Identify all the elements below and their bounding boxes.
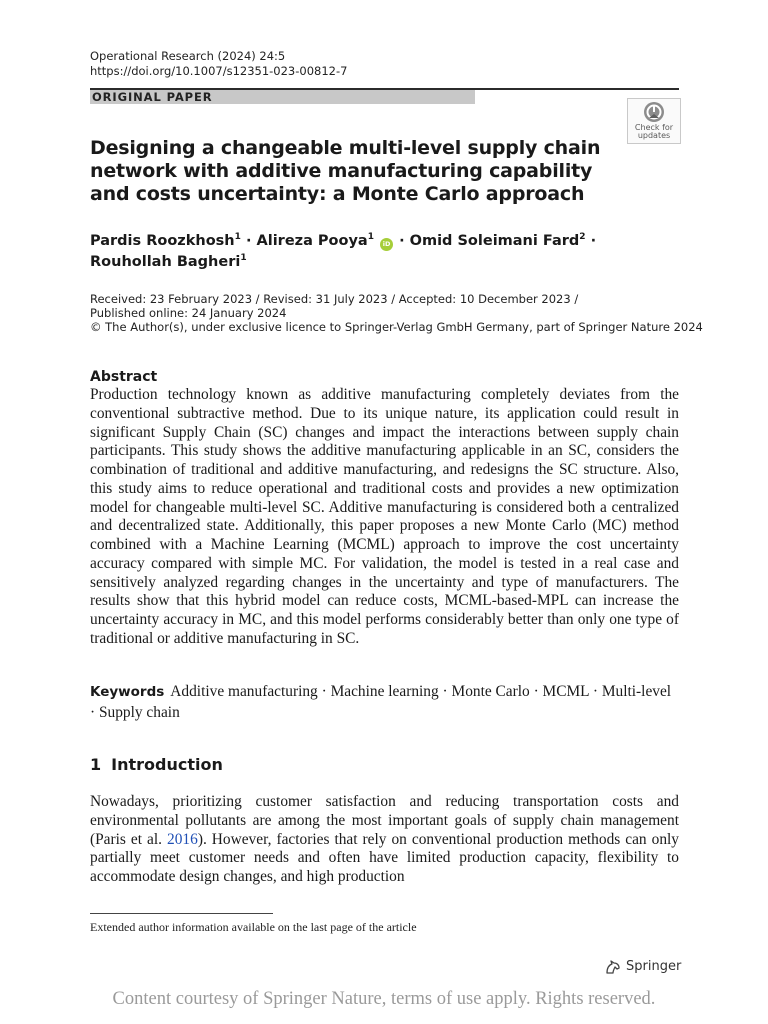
check-for-updates-text [635, 124, 673, 140]
keywords-list: Additive manufacturing · Machine learning · Monte Carlo · MCML · Multi-level · Supply chain [90, 683, 672, 721]
footnote: Extended author information available on the last page of the article [90, 920, 417, 934]
intro-text-end: ). However, factories that rely on conventional production methods can only partially meet customer needs and often have limited production capacity, flexibility to accommodate design changes, and high production [90, 830, 680, 885]
footnote-rule [90, 913, 273, 914]
section-title: Introduction [111, 755, 223, 774]
badge-line-1: Check for [634, 123, 674, 132]
publisher-name: Springer [626, 959, 682, 974]
dates-published-line: Published online: 24 January 2024 [90, 306, 287, 320]
author-affiliation: 2 [579, 232, 586, 243]
author-affiliation: 1 [234, 232, 241, 243]
check-for-updates-icon [643, 101, 665, 123]
author-separator: · [240, 233, 257, 249]
intro-text-start: Nowadays, prioritizing customer satisfaction and reducing transportation costs and environmental pollutants are among the most important goals of supply chain management (Paris et al. [90, 793, 679, 848]
section-number: 1 [90, 755, 102, 774]
introduction-body [90, 793, 679, 887]
abstract-heading: Abstract [90, 369, 158, 385]
publisher-logo [604, 958, 681, 976]
author-name[interactable]: Rouhollah Bagheri [90, 254, 241, 270]
keywords [90, 682, 679, 722]
author-name[interactable]: Alireza Pooya [256, 233, 368, 249]
author-name[interactable]: Pardis Roozkhosh [90, 233, 235, 249]
badge-line-2: updates [637, 131, 671, 140]
doi-link[interactable]: https://doi.org/10.1007/s12351-023-00812-7 [90, 64, 348, 78]
journal-header [90, 49, 347, 79]
copyright-line: © The Author(s), under exclusive licence to Springer-Verlag GmbH Germany, part of Springer Nature 2024 [90, 320, 703, 334]
citation-link[interactable]: 2016 [167, 830, 198, 848]
keywords-label: Keywords [90, 684, 165, 700]
author-separator: · [394, 233, 410, 249]
author-name[interactable]: Omid Soleimani Fard [409, 233, 580, 249]
abstract-body: Production technology known as additive manufacturing completely deviates from the conventional subtractive method. Due to its unique nature, its application could result in significant Supply Chain (SC) changes and impact the interactions between supply chain participants. This study shows the additive manufacturing applicable in an SC, considers the combination of traditional and additive manufacturing, and redesigns the SC structure. Also, this study aims to reduce operational and traditional costs and provides a new optimization model for changeable multi-level SC. Additive manufacturing is considered both a centralized and decentralized state. Additionally, this paper proposes a new Monte Carlo (MC) method combined with a Machine Learning (MCML) approach to improve the cost uncertainty accuracy compared with simple MC. For validation, the model is tested in a real case and sensitively analyzed regarding changes in the uncertainty and type of manufacturers. The results show that this hybrid model can reduce costs, MCML-based-MPL can increase the uncertainty accuracy in MC, and this model performs considerably better than only one type of traditional or additive manufacturing in SC. [90, 386, 679, 647]
publication-dates [90, 292, 703, 334]
dates-received-line: Received: 23 February 2023 / Revised: 31 July 2023 / Accepted: 10 December 2023 / [90, 292, 579, 306]
courtesy-notice: Content courtesy of Springer Nature, terms of use apply. Rights reserved. [112, 989, 656, 1009]
orcid-icon[interactable]: iD [380, 238, 393, 251]
article-title: Designing a changeable multi-level supply chain network with additive manufacturing capability and costs uncertainty: a Monte Carlo approach [90, 137, 601, 205]
journal-citation: Operational Research (2024) 24:5 [90, 49, 286, 63]
section-heading-introduction [90, 755, 223, 775]
check-for-updates-badge[interactable] [627, 98, 681, 144]
author-affiliation: 1 [240, 253, 247, 264]
author-list [90, 231, 610, 273]
paper-type-label: ORIGINAL PAPER [92, 90, 213, 104]
springer-horse-icon [604, 959, 622, 975]
author-separator: · [585, 233, 597, 249]
author-affiliation: 1 [367, 232, 374, 243]
